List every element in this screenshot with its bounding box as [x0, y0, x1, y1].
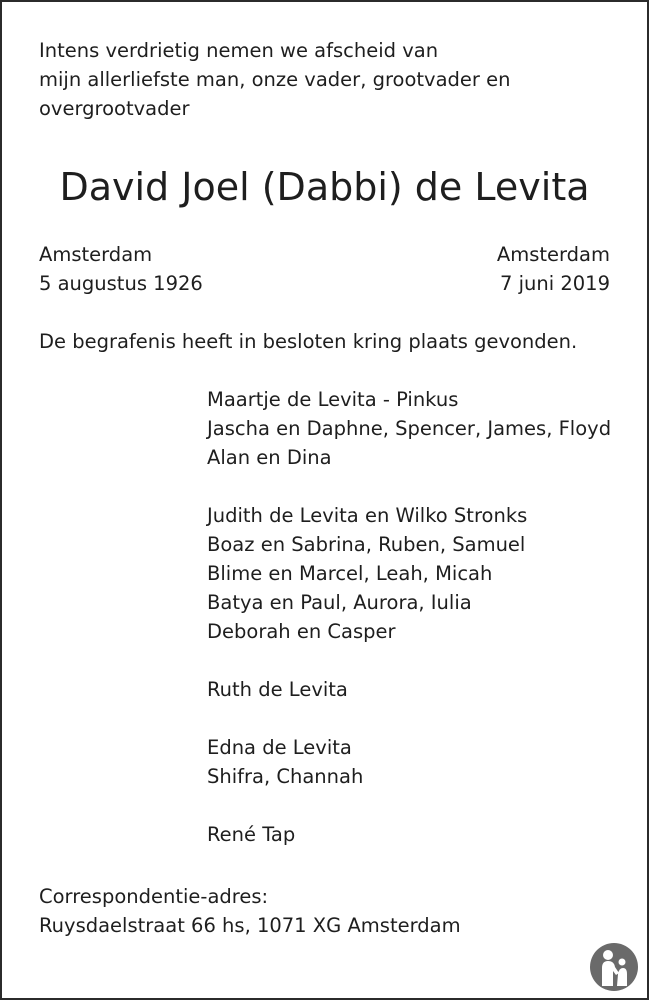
family-list [207, 385, 637, 878]
intro-line: Intens verdrietig nemen we afscheid van [39, 39, 439, 62]
family-line: Deborah en Casper [207, 620, 396, 643]
family-line: Batya en Paul, Aurora, Iulia [207, 591, 472, 614]
birth-date: 5 augustus 1926 [39, 272, 203, 295]
family-line: Boaz en Sabrina, Ruben, Samuel [207, 533, 526, 556]
family-group [207, 501, 637, 646]
birth-info [39, 240, 203, 298]
family-line: Shifra, Channah [207, 765, 364, 788]
family-line: Jascha en Daphne, Spencer, James, Floyd [207, 417, 612, 440]
intro-line: overgrootvader [39, 97, 190, 120]
death-date: 7 juni 2019 [500, 272, 610, 295]
death-info [497, 240, 610, 298]
correspondence-label: Correspondentie-adres: [39, 885, 269, 908]
family-line: Edna de Levita [207, 736, 352, 759]
family-group [207, 820, 637, 849]
intro-text [39, 36, 629, 123]
family-line: Alan en Dina [207, 446, 332, 469]
mourning-figures-logo-icon [589, 942, 639, 992]
family-line: René Tap [207, 823, 296, 846]
correspondence-street: Ruysdaelstraat 66 hs, 1071 XG Amsterdam [39, 914, 461, 937]
family-group [207, 385, 637, 472]
deceased-name: David Joel (Dabbi) de Levita [59, 165, 590, 209]
family-line: Judith de Levita en Wilko Stronks [207, 504, 528, 527]
intro-line: mijn allerliefste man, onze vader, grootvader en [39, 68, 511, 91]
family-line: Blime en Marcel, Leah, Micah [207, 562, 493, 585]
correspondence-address [39, 882, 461, 940]
family-group [207, 733, 637, 791]
family-group [207, 675, 637, 704]
birth-place: Amsterdam [39, 243, 153, 266]
funeral-note: De begrafenis heeft in besloten kring plaats gevonden. [39, 330, 578, 353]
death-place: Amsterdam [496, 243, 610, 266]
family-line: Maartje de Levita - Pinkus [207, 388, 459, 411]
family-line: Ruth de Levita [207, 678, 348, 701]
